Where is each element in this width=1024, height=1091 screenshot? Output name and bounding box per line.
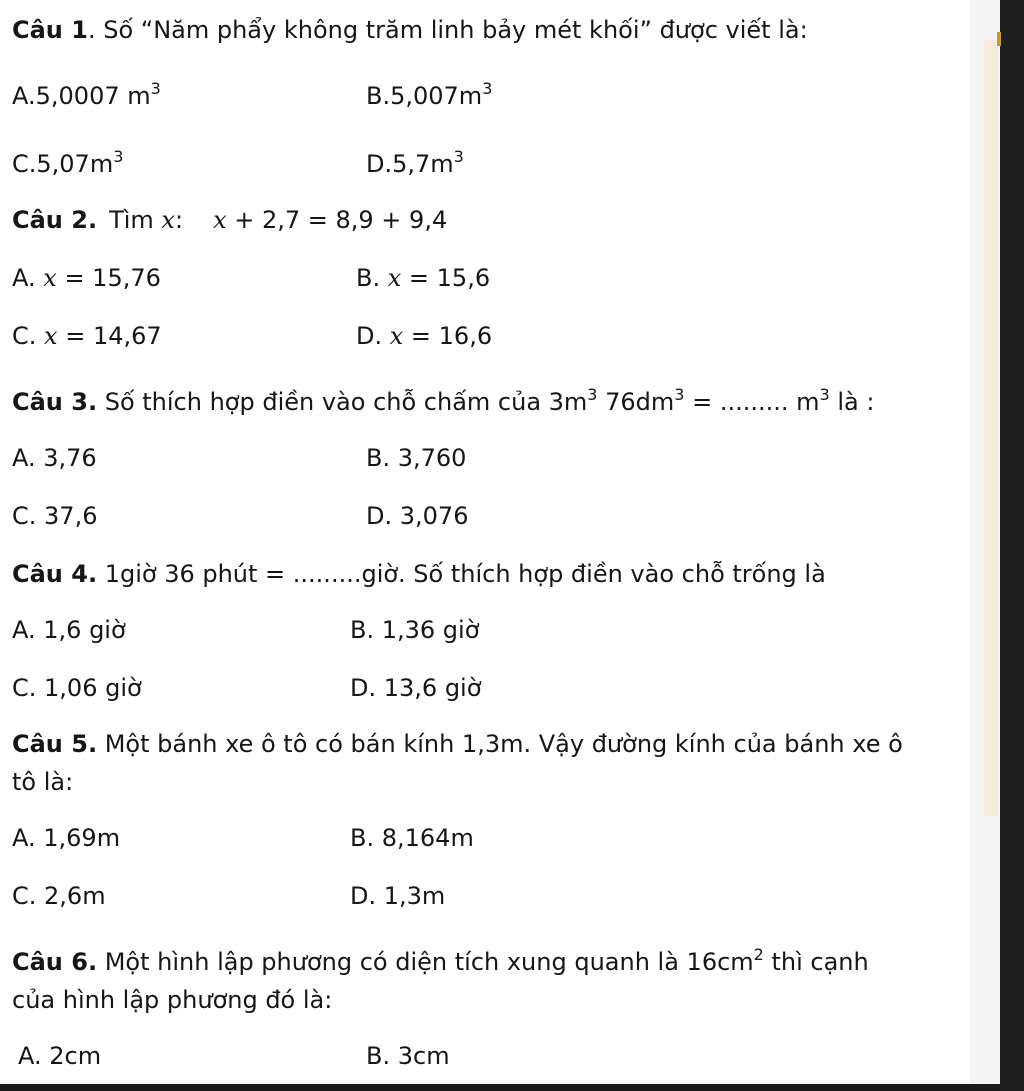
option-key: D. bbox=[366, 150, 393, 178]
question-2-option-d bbox=[356, 320, 492, 352]
question-3-option-b bbox=[366, 442, 466, 474]
option-value: 5,007m bbox=[390, 82, 483, 110]
option-value: 1,3m bbox=[383, 882, 446, 910]
option-value: 3,76 bbox=[43, 444, 97, 472]
question-5-option-b bbox=[350, 822, 474, 854]
option-value: 5,7m bbox=[392, 150, 454, 178]
question-4-text: 1giờ 36 phút = .........giờ. Số thích hợp điền vào chỗ trống là bbox=[97, 560, 826, 588]
question-1-text: . Số “Năm phẩy không trăm linh bảy mét khối” được viết là: bbox=[87, 16, 808, 44]
option-key: A. bbox=[12, 616, 36, 644]
option-key: D. bbox=[356, 322, 383, 350]
option-value: = 15,76 bbox=[56, 264, 161, 292]
question-2 bbox=[12, 204, 447, 236]
question-5-label: Câu 5. bbox=[12, 730, 98, 758]
question-5-option-d bbox=[350, 880, 445, 912]
question-6 bbox=[12, 946, 869, 978]
option-key: C. bbox=[12, 882, 37, 910]
option-exponent: 3 bbox=[482, 79, 493, 98]
option-key: D. bbox=[366, 502, 393, 530]
option-value: 8,164m bbox=[381, 824, 474, 852]
question-3-text: Số thích hợp điền vào chỗ chấm của 3m bbox=[97, 388, 588, 416]
question-2-colon: : bbox=[174, 206, 184, 234]
variable-x: x bbox=[389, 322, 404, 350]
bottom-border bbox=[0, 1084, 1000, 1091]
question-6-label: Câu 6. bbox=[12, 948, 98, 976]
question-3-label: Câu 3. bbox=[12, 388, 98, 416]
option-value: 5,07m bbox=[36, 150, 114, 178]
question-5-continued bbox=[12, 766, 73, 798]
option-value: 13,6 giờ bbox=[383, 674, 482, 702]
exponent: 2 bbox=[753, 945, 764, 964]
variable-x: x bbox=[43, 264, 57, 292]
scroll-track[interactable] bbox=[984, 40, 998, 816]
question-3-text: = ......... m bbox=[684, 388, 820, 416]
option-value: 37,6 bbox=[44, 502, 98, 530]
question-3-text: là : bbox=[829, 388, 875, 416]
question-2-label: Câu 2. bbox=[12, 206, 98, 234]
question-4-option-d bbox=[350, 672, 481, 704]
option-key: C. bbox=[12, 150, 37, 178]
option-exponent: 3 bbox=[453, 147, 464, 166]
question-4-option-a bbox=[12, 614, 126, 646]
question-6-option-b bbox=[366, 1040, 450, 1072]
question-6-option-a bbox=[18, 1040, 101, 1072]
option-key: D. bbox=[350, 882, 377, 910]
option-value: 3,076 bbox=[399, 502, 469, 530]
question-1 bbox=[12, 14, 808, 46]
question-4-option-b bbox=[350, 614, 479, 646]
exponent: 3 bbox=[587, 385, 598, 404]
option-value: 1,06 giờ bbox=[44, 674, 142, 702]
option-value: 3cm bbox=[397, 1042, 450, 1070]
question-3-option-d bbox=[366, 500, 468, 532]
variable-x: x bbox=[161, 206, 175, 234]
option-exponent: 3 bbox=[113, 147, 124, 166]
question-5-text: Một bánh xe ô tô có bán kính 1,3m. Vậy đường kính của bánh xe ô bbox=[97, 730, 903, 758]
option-value: = 16,6 bbox=[403, 322, 493, 350]
question-2-option-b bbox=[356, 262, 490, 294]
option-key: B. bbox=[366, 82, 391, 110]
option-key: B. bbox=[366, 1042, 391, 1070]
question-5-text: tô là: bbox=[12, 768, 74, 796]
question-3-text: 76dm bbox=[597, 388, 675, 416]
question-5-option-c bbox=[12, 880, 106, 912]
variable-x: x bbox=[387, 264, 402, 292]
option-key: A. bbox=[12, 824, 36, 852]
question-4-label: Câu 4. bbox=[12, 560, 98, 588]
option-key: C. bbox=[12, 502, 37, 530]
question-1-option-b bbox=[366, 80, 492, 112]
option-key: A. bbox=[12, 82, 36, 110]
option-exponent: 3 bbox=[150, 79, 161, 98]
option-key: B. bbox=[350, 824, 375, 852]
question-6-text: thì cạnh bbox=[763, 948, 869, 976]
option-key: C. bbox=[12, 674, 37, 702]
variable-x: x bbox=[44, 322, 58, 350]
question-1-option-c bbox=[12, 148, 123, 180]
question-2-option-a bbox=[12, 262, 161, 294]
variable-x: x bbox=[213, 206, 227, 234]
question-6-text: của hình lập phương đó là: bbox=[12, 986, 333, 1014]
question-6-continued bbox=[12, 984, 332, 1016]
option-key: B. bbox=[350, 616, 375, 644]
question-2-prompt: Tìm bbox=[109, 206, 162, 234]
question-4 bbox=[12, 558, 826, 590]
option-key: B. bbox=[366, 444, 391, 472]
option-value: 5,0007 m bbox=[35, 82, 151, 110]
question-6-text: Một hình lập phương có diện tích xung quanh là 16cm bbox=[97, 948, 754, 976]
option-value: 2,6m bbox=[44, 882, 106, 910]
option-key: D. bbox=[350, 674, 377, 702]
option-value: 3,760 bbox=[397, 444, 467, 472]
question-4-option-c bbox=[12, 672, 142, 704]
exponent: 3 bbox=[674, 385, 685, 404]
option-value: = 15,6 bbox=[401, 264, 491, 292]
option-key: A. bbox=[12, 444, 36, 472]
exponent: 3 bbox=[819, 385, 830, 404]
option-key: B. bbox=[356, 264, 381, 292]
option-key: C. bbox=[12, 322, 37, 350]
question-3-option-a bbox=[12, 442, 97, 474]
option-value: 1,6 giờ bbox=[43, 616, 126, 644]
option-value: 2cm bbox=[49, 1042, 102, 1070]
question-2-equation: + 2,7 = 8,9 + 9,4 bbox=[226, 206, 448, 234]
question-3-option-c bbox=[12, 500, 97, 532]
question-1-option-a bbox=[12, 80, 161, 112]
edge-marker bbox=[997, 32, 1001, 46]
question-5-option-a bbox=[12, 822, 120, 854]
option-key: A. bbox=[18, 1042, 42, 1070]
question-5 bbox=[12, 728, 903, 760]
option-value: 1,69m bbox=[43, 824, 121, 852]
option-key: A. bbox=[12, 264, 36, 292]
window-edge bbox=[1000, 0, 1024, 1091]
option-value: 1,36 giờ bbox=[381, 616, 480, 644]
question-1-label: Câu 1 bbox=[12, 16, 88, 44]
option-value: = 14,67 bbox=[57, 322, 162, 350]
question-1-option-d bbox=[366, 148, 464, 180]
question-2-option-c bbox=[12, 320, 162, 352]
question-3 bbox=[12, 386, 874, 418]
